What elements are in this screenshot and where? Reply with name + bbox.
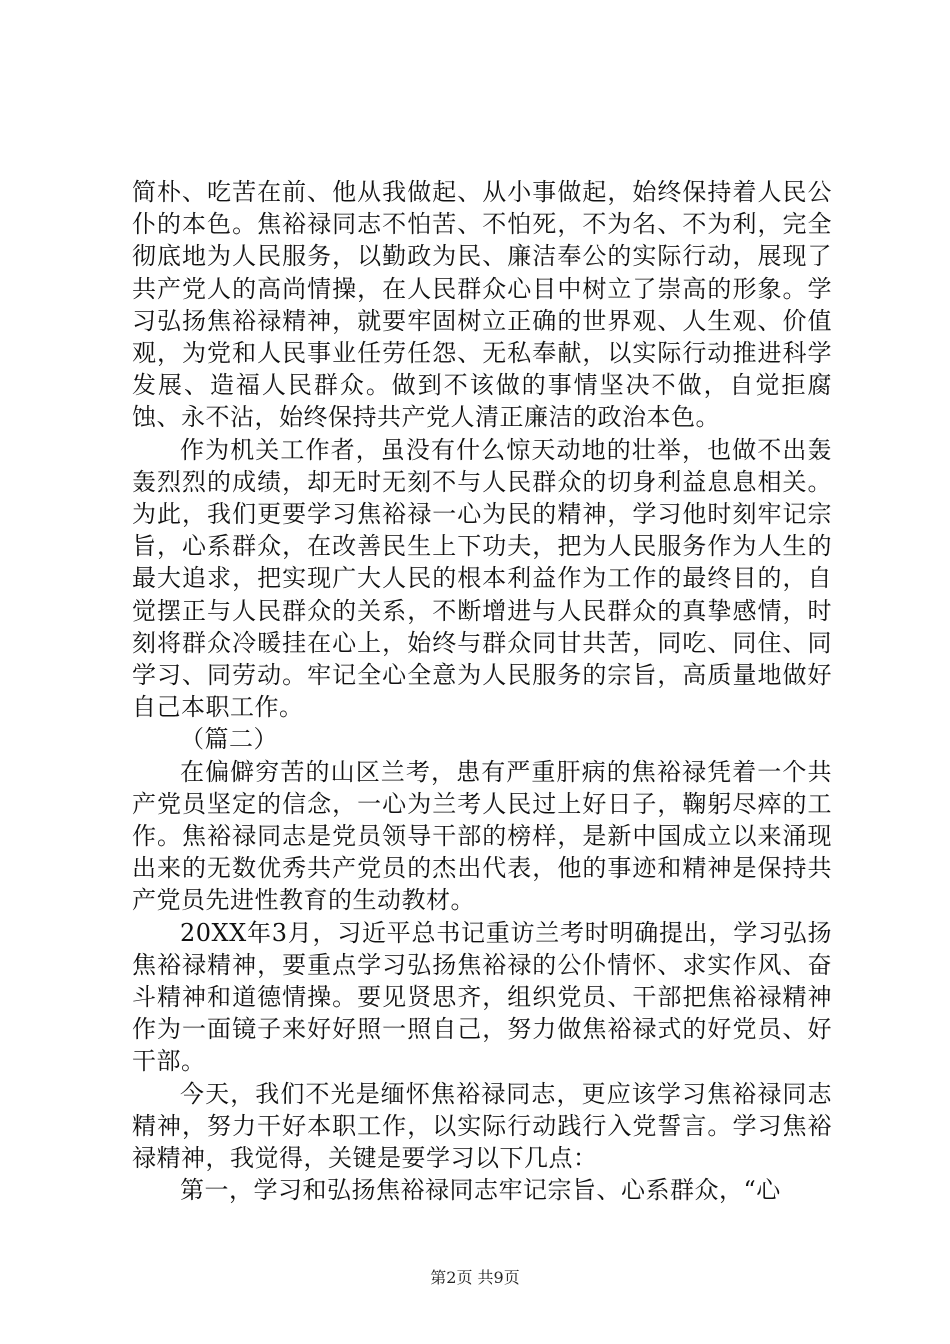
document-body	[132, 176, 832, 1207]
paragraph-3: 在偏僻穷苦的山区兰考，患有严重肝病的焦裕禄凭着一个共产党员坚定的信念，一心为兰考人民过上好日子，鞠躬尽瘁的工作。焦裕禄同志是党员领导干部的榜样，是新中国成立以来涌现出来的无数优秀共产党员的杰出代表，他的事迹和精神是保持共产党员先进性教育的生动教材。	[132, 757, 832, 915]
paragraph-1: 简朴、吃苦在前、他从我做起、从小事做起，始终保持着人民公仆的本色。焦裕禄同志不怕苦、不怕死，不为名、不为利，完全彻底地为人民服务，以勤政为民、廉洁奉公的实际行动，展现了共产党人的高尚情操，在人民群众心目中树立了崇高的形象。学习弘扬焦裕禄精神，就要牢固树立正确的世界观、人生观、价值观，为党和人民事业任劳任怨、无私奉献，以实际行动推进科学发展、造福人民群众。做到不该做的事情坚决不做，自觉拒腐蚀、永不沾，始终保持共产党人清正廉洁的政治本色。	[132, 178, 832, 432]
paragraph-5: 今天，我们不光是缅怀焦裕禄同志，更应该学习焦裕禄同志精神，努力干好本职工作，以实际行动践行入党誓言。学习焦裕禄精神，我觉得，关键是要学习以下几点：	[132, 1079, 832, 1173]
section-heading: （篇二）	[180, 725, 278, 754]
paragraph-6: 第一，学习和弘扬焦裕禄同志牢记宗旨、心系群众，“心	[180, 1176, 781, 1205]
paragraph-2: 作为机关工作者，虽没有什么惊天动地的壮举，也做不出轰轰烈烈的成绩，却无时无刻不与人民群众的切身利益息息相关。为此，我们更要学习焦裕禄一心为民的精神，学习他时刻牢记宗旨，心系群众，在改善民生上下功夫，把为人民服务作为人生的最大追求，把实现广大人民的根本利益作为工作的最终目的，自觉摆正与人民群众的关系，不断增进与人民群众的真挚感情，时刻将群众冷暖挂在心上，始终与群众同甘共苦，同吃、同住、同学习、同劳动。牢记全心全意为人民服务的宗旨，高质量地做好自己本职工作。	[132, 435, 832, 722]
paragraph-4: 20XX年3月，习近平总书记重访兰考时明确提出，学习弘扬焦裕禄精神，要重点学习弘扬焦裕禄的公仆情怀、求实作风、奋斗精神和道德情操。要见贤思齐，组织党员、干部把焦裕禄精神作为一面镜子来好好照一照自己，努力做焦裕禄式的好党员、好干部。	[132, 918, 832, 1076]
page-number-footer: 第2页 共9页	[430, 1268, 520, 1287]
